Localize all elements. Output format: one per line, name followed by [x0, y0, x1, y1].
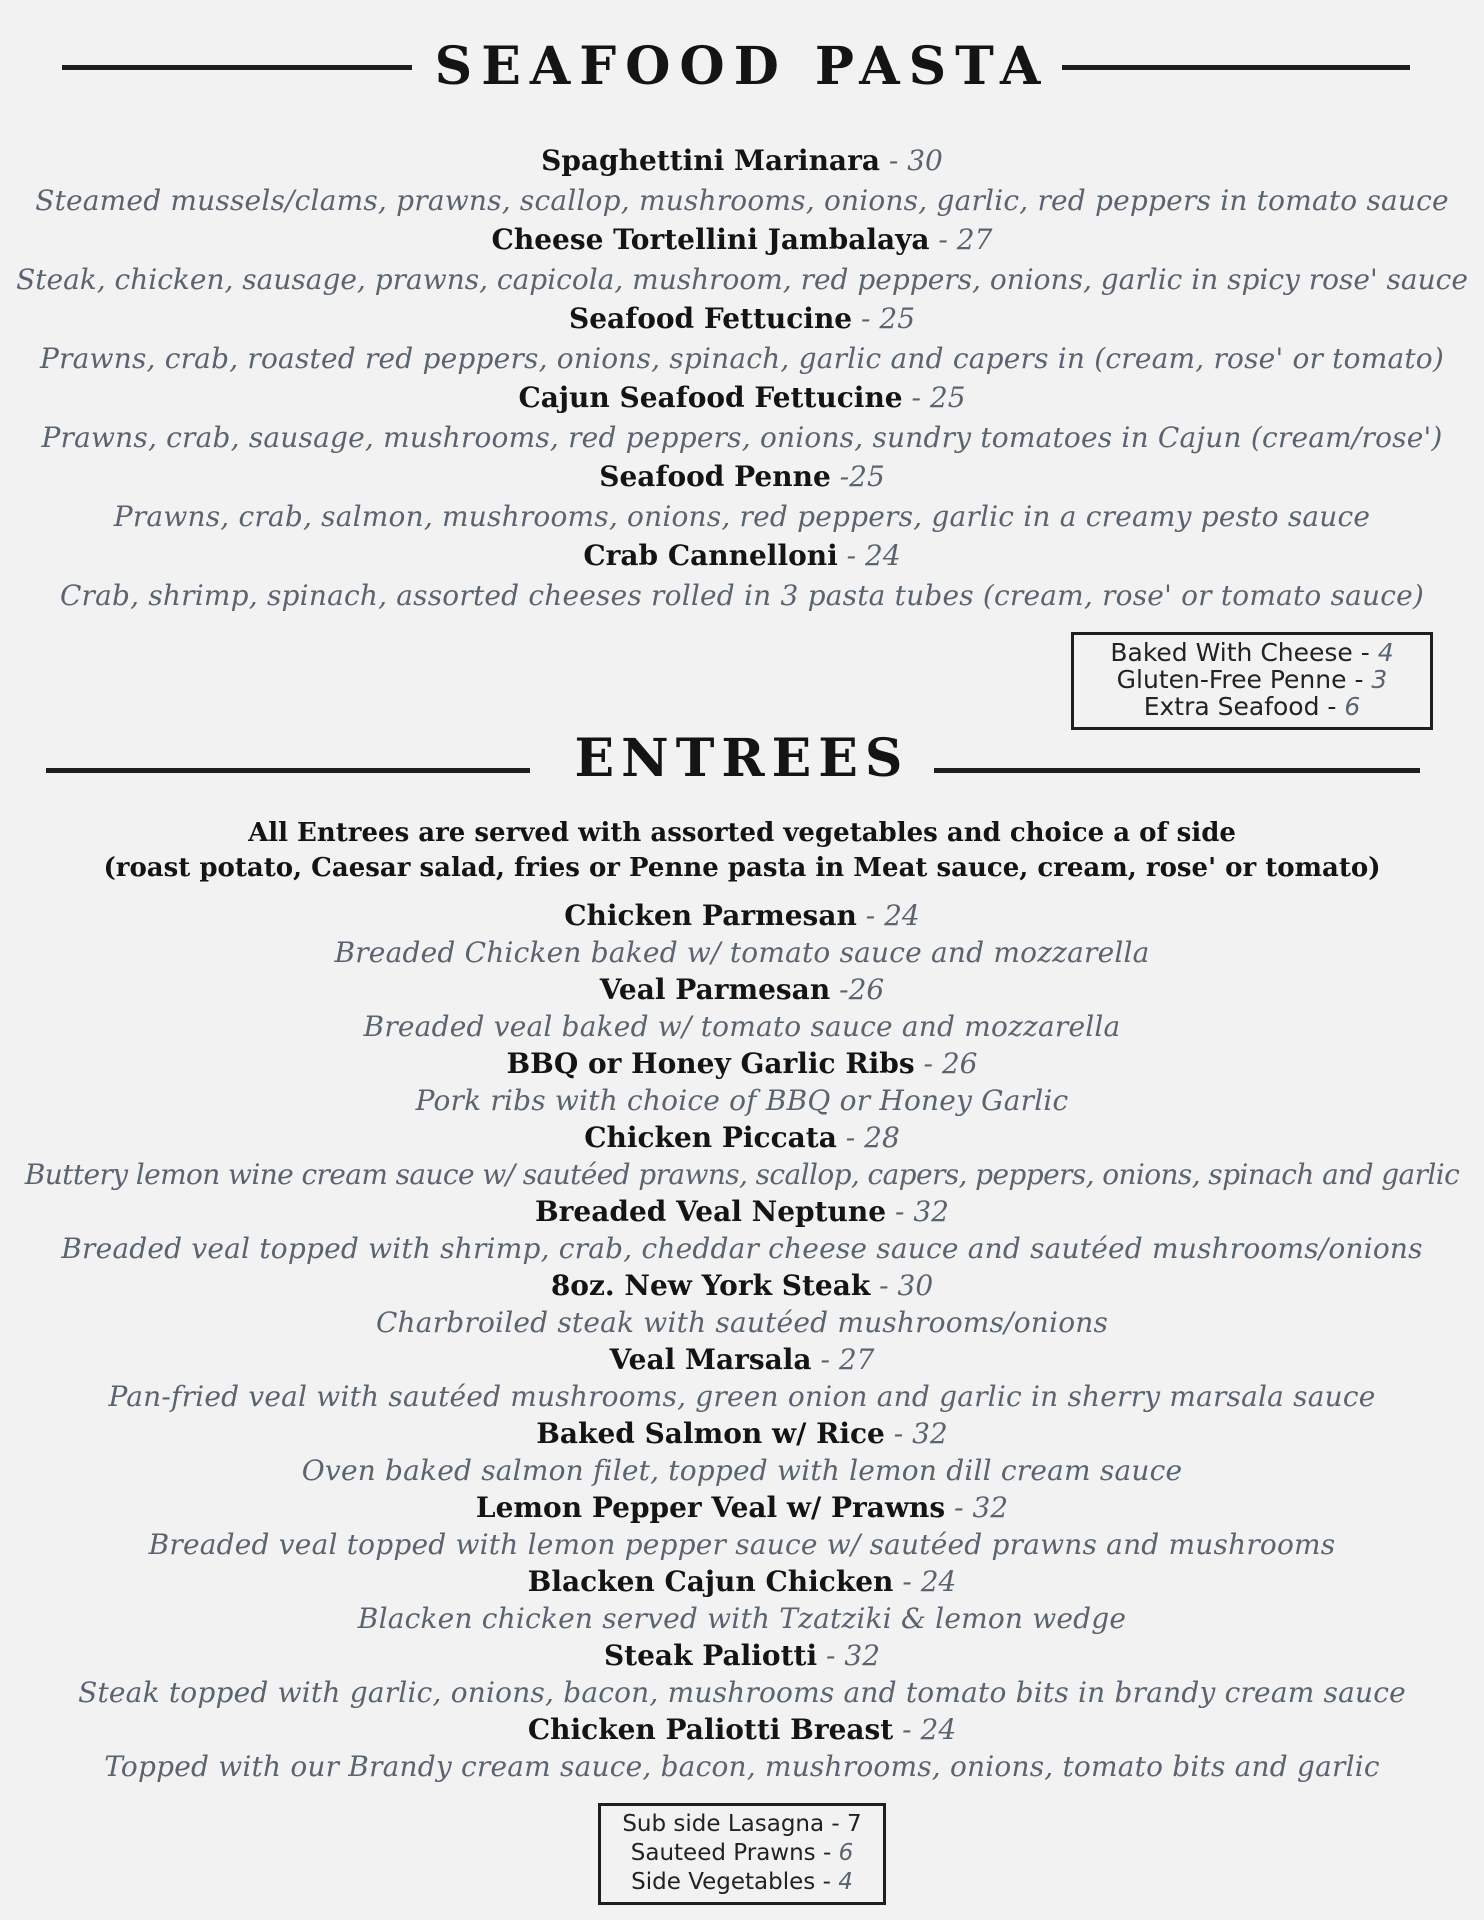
item-separator: -	[879, 144, 908, 177]
item-description: Breaded veal topped with lemon pepper sauce w/ sautéed prawns and mushrooms	[148, 1528, 1336, 1561]
item-price: 30	[897, 1269, 934, 1302]
extra-price: 7	[847, 1811, 862, 1837]
extra-price: 3	[1371, 665, 1388, 694]
menu-item	[0, 1490, 1484, 1564]
seafood-pasta-list	[0, 141, 1484, 615]
item-price: 24	[884, 899, 920, 932]
item-title	[0, 1120, 1484, 1156]
item-separator: -	[836, 1121, 865, 1154]
item-title	[0, 141, 1484, 181]
item-price: 26	[941, 1047, 978, 1080]
item-name: Veal Marsala	[609, 1343, 812, 1376]
item-price: 25	[849, 460, 885, 493]
entrees-extras-box	[598, 1803, 886, 1905]
menu-item	[0, 1046, 1484, 1120]
item-title	[0, 378, 1484, 418]
item-price: 32	[844, 1639, 881, 1672]
extra-item	[611, 1810, 873, 1839]
item-title	[0, 1638, 1484, 1674]
extra-item	[611, 1868, 873, 1897]
item-price: 32	[912, 1417, 948, 1450]
extra-price: 4	[838, 1869, 853, 1895]
item-separator: -	[852, 302, 880, 335]
item-description: Pan-fried veal with sautéed mushrooms, green onion and garlic in sherry marsala sauce	[108, 1380, 1376, 1413]
menu-item	[0, 1564, 1484, 1638]
item-title	[0, 220, 1484, 260]
menu-item	[0, 1342, 1484, 1416]
extra-price: 6	[1344, 692, 1361, 721]
item-description: Prawns, crab, roasted red peppers, onions, spinach, garlic and capers in (cream, rose' or tomato)	[40, 342, 1444, 375]
item-title	[0, 1268, 1484, 1304]
item-price: 27	[956, 223, 993, 256]
item-description: Prawns, crab, salmon, mushrooms, onions, red peppers, garlic in a creamy pesto sauce	[113, 500, 1371, 533]
extra-label: Extra Seafood -	[1143, 692, 1345, 721]
extra-label: Baked With Cheese -	[1110, 638, 1378, 667]
item-description: Pork ribs with choice of BBQ or Honey Garlic	[415, 1084, 1069, 1117]
item-price: 25	[929, 381, 966, 414]
item-separator: -	[893, 1565, 921, 1598]
item-description: Breaded Chicken baked w/ tomato sauce and mozzarella	[334, 936, 1150, 969]
item-price: 25	[879, 302, 916, 335]
extra-item	[1084, 693, 1420, 720]
item-name: 8oz. New York Steak	[550, 1269, 871, 1302]
item-price: 24	[865, 539, 901, 572]
menu-item	[0, 141, 1484, 220]
item-name: Chicken Parmesan	[564, 899, 857, 932]
item-name: BBQ or Honey Garlic Ribs	[506, 1047, 915, 1080]
extra-label: Sauteed Prawns -	[630, 1840, 839, 1866]
menu-item	[0, 220, 1484, 299]
entrees-note	[0, 816, 1484, 886]
item-separator: -	[870, 1269, 898, 1302]
item-title	[0, 1564, 1484, 1600]
menu-item	[0, 457, 1484, 536]
menu-item	[0, 1712, 1484, 1786]
item-separator: -	[837, 539, 866, 572]
item-description: Breaded veal baked w/ tomato sauce and mozzarella	[363, 1010, 1121, 1043]
item-name: Cheese Tortellini Jambalaya	[491, 223, 930, 256]
item-title	[0, 1342, 1484, 1378]
item-title	[0, 457, 1484, 497]
entrees-header	[0, 728, 1484, 788]
item-name: Seafood Fettucine	[568, 302, 853, 335]
item-price: 32	[972, 1491, 1009, 1524]
seafood-extras-box	[1071, 632, 1433, 730]
extra-label: Side Vegetables -	[631, 1869, 839, 1895]
extra-label: Sub side Lasagna -	[622, 1811, 848, 1837]
menu-item	[0, 299, 1484, 378]
item-description: Prawns, crab, sausage, mushrooms, red peppers, onions, sundry tomatoes in Cajun (cream/rose')	[41, 421, 1443, 454]
menu-item	[0, 1194, 1484, 1268]
menu-item	[0, 1268, 1484, 1342]
item-name: Cajun Seafood Fettucine	[518, 381, 903, 414]
item-separator: -	[811, 1343, 839, 1376]
item-separator: -	[886, 1195, 914, 1228]
entrees-note-line-1: All Entrees are served with assorted vegetables and choice a of side	[248, 818, 1236, 848]
item-separator: -	[929, 223, 957, 256]
item-description: Topped with our Brandy cream sauce, bacon, mushrooms, onions, tomato bits and garlic	[104, 1750, 1380, 1783]
item-name: Breaded Veal Neptune	[535, 1195, 887, 1228]
item-title	[0, 1490, 1484, 1526]
extra-price: 6	[838, 1840, 854, 1866]
item-price: 30	[907, 144, 943, 177]
extra-label: Gluten-Free Penne -	[1116, 665, 1372, 694]
extra-price: 4	[1377, 638, 1394, 667]
item-description: Buttery lemon wine cream sauce w/ sautéed prawns, scallop, capers, peppers, onions, spinach and garlic	[24, 1158, 1460, 1191]
menu-item	[0, 898, 1484, 972]
item-price: 24	[920, 1713, 957, 1746]
item-name: Veal Parmesan	[599, 973, 831, 1006]
item-name: Steak Paliotti	[603, 1639, 818, 1672]
item-name: Baked Salmon w/ Rice	[536, 1417, 885, 1450]
extra-item	[1084, 666, 1420, 693]
item-description: Blacken chicken served with Tzatziki & lemon wedge	[357, 1602, 1127, 1635]
item-title	[0, 1416, 1484, 1452]
item-description: Steamed mussels/clams, prawns, scallop, mushrooms, onions, garlic, red peppers in tomato sauce	[35, 184, 1449, 217]
item-name: Chicken Piccata	[584, 1121, 837, 1154]
item-title	[0, 1046, 1484, 1082]
item-description: Charbroiled steak with sautéed mushrooms/onions	[375, 1306, 1109, 1339]
item-price: 27	[838, 1343, 875, 1376]
item-separator: -	[830, 460, 850, 493]
menu-item	[0, 1120, 1484, 1194]
item-separator: -	[914, 1047, 942, 1080]
extra-item	[611, 1839, 873, 1868]
item-separator: -	[884, 1417, 913, 1450]
menu-item	[0, 378, 1484, 457]
seafood-pasta-header	[0, 38, 1484, 98]
menu-item	[0, 972, 1484, 1046]
item-title	[0, 898, 1484, 934]
item-separator: -	[893, 1713, 921, 1746]
extra-item	[1084, 639, 1420, 666]
entrees-note-line-2: (roast potato, Caesar salad, fries or Penne pasta in Meat sauce, cream, rose' or tomato)	[103, 853, 1381, 883]
item-price: 28	[864, 1121, 900, 1154]
menu-item	[0, 1638, 1484, 1712]
item-description: Steak, chicken, sausage, prawns, capicola, mushroom, red peppers, onions, garlic in spicy rose' sauce	[16, 263, 1468, 296]
item-name: Seafood Penne	[599, 460, 831, 493]
item-title	[0, 1712, 1484, 1748]
item-description: Oven baked salmon filet, topped with lemon dill cream sauce	[301, 1454, 1183, 1487]
menu-item	[0, 536, 1484, 615]
item-price: 24	[920, 1565, 957, 1598]
item-separator: -	[856, 899, 885, 932]
item-separator: -	[817, 1639, 845, 1672]
item-price: 32	[913, 1195, 949, 1228]
item-title	[0, 299, 1484, 339]
section-title-seafood-pasta: SEAFOOD PASTA	[434, 36, 1050, 97]
entrees-list	[0, 898, 1484, 1786]
item-title	[0, 1194, 1484, 1230]
menu-item	[0, 1416, 1484, 1490]
item-title	[0, 972, 1484, 1008]
item-price: 26	[848, 973, 885, 1006]
section-title-entrees: ENTREES	[574, 728, 910, 789]
item-description: Breaded veal topped with shrimp, crab, cheddar cheese sauce and sautéed mushrooms/onions	[61, 1232, 1423, 1265]
item-name: Chicken Paliotti Breast	[527, 1713, 894, 1746]
item-separator: -	[830, 973, 849, 1006]
item-name: Crab Cannelloni	[583, 539, 838, 572]
item-separator: -	[902, 381, 930, 414]
item-description: Steak topped with garlic, onions, bacon, mushrooms and tomato bits in brandy cream sauce	[78, 1676, 1406, 1709]
item-description: Crab, shrimp, spinach, assorted cheeses rolled in 3 pasta tubes (cream, rose' or tomato sauce)	[59, 579, 1425, 612]
item-separator: -	[945, 1491, 973, 1524]
item-name: Lemon Pepper Veal w/ Prawns	[475, 1491, 946, 1524]
item-name: Blacken Cajun Chicken	[527, 1565, 894, 1598]
item-name: Spaghettini Marinara	[541, 144, 880, 177]
item-title	[0, 536, 1484, 576]
